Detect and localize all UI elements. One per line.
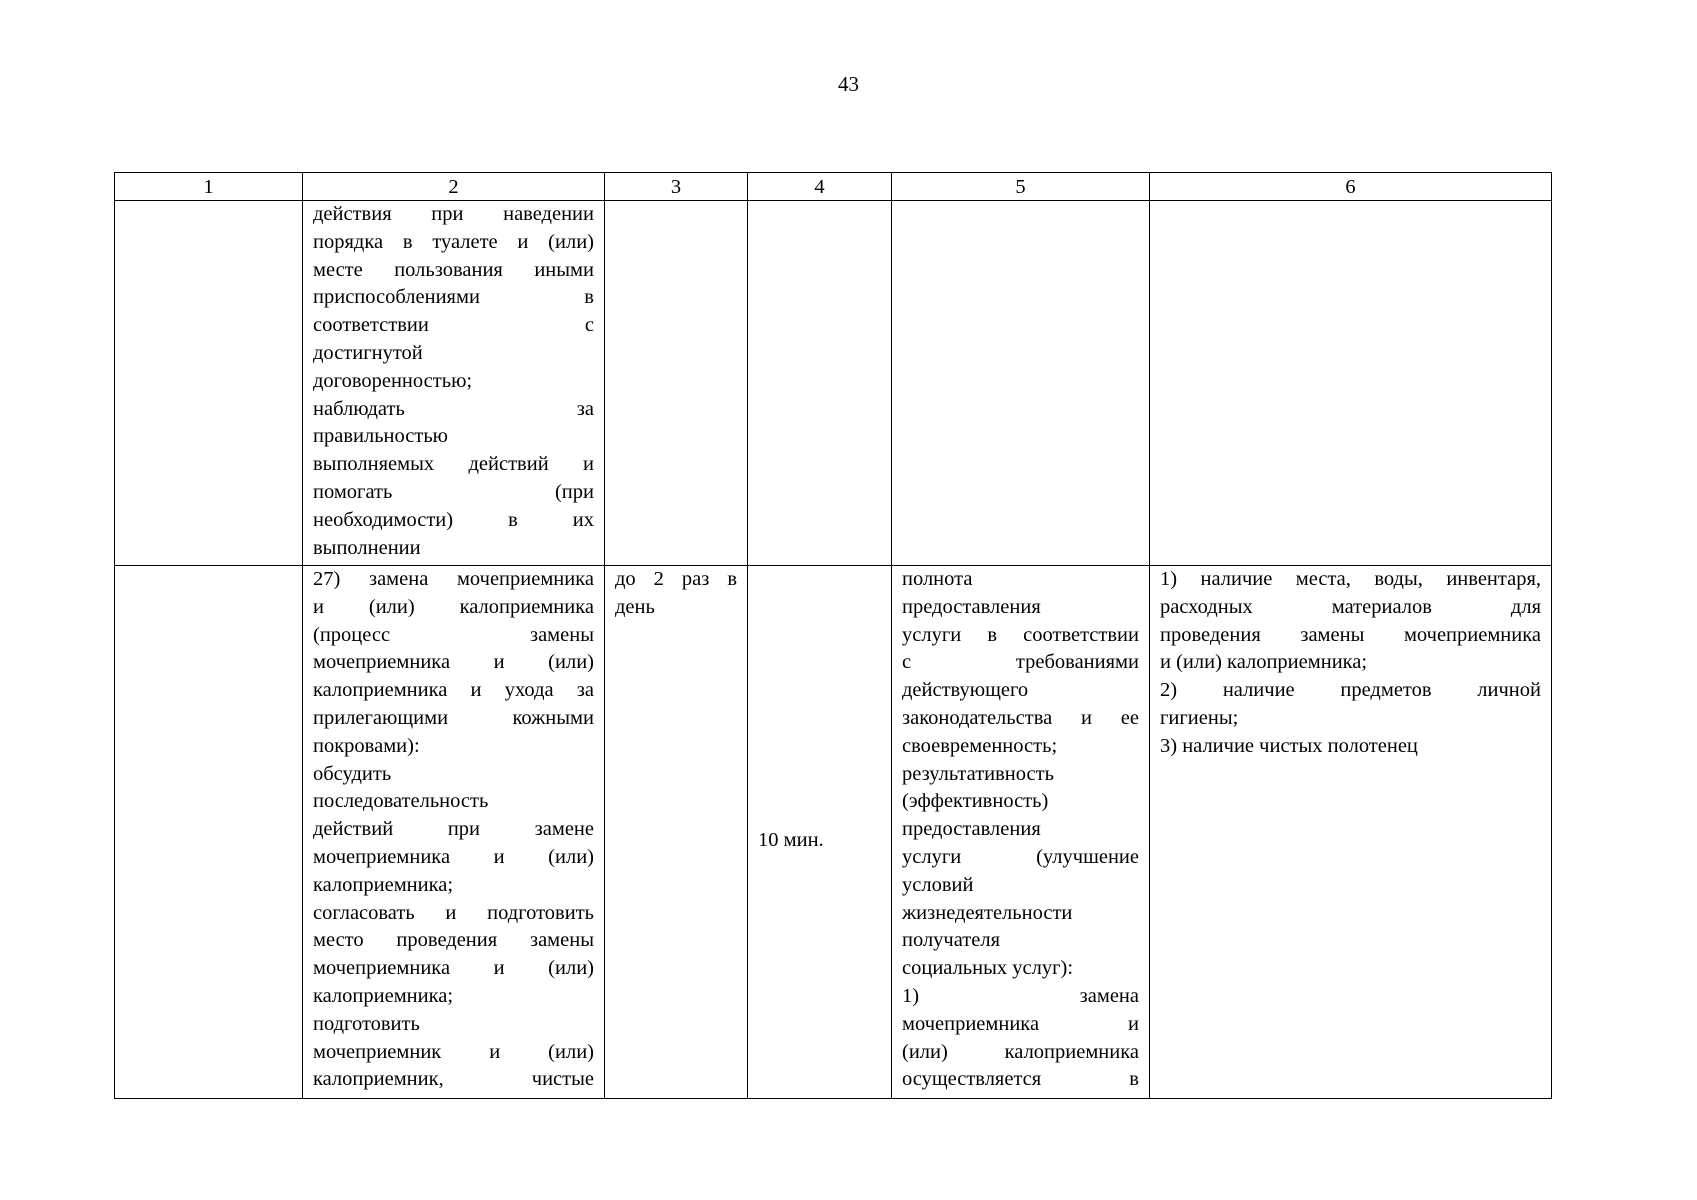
text-line: калоприемник, чистые bbox=[313, 1068, 594, 1091]
text-line: выполняемых действий и bbox=[313, 453, 594, 476]
text-line: 1) замена bbox=[902, 984, 1139, 1007]
row2-col4-cell bbox=[748, 566, 892, 1099]
table-row bbox=[115, 201, 1552, 566]
column-header-1: 1 bbox=[115, 173, 303, 201]
text-line: помогать (при bbox=[313, 480, 594, 503]
text-line: условий bbox=[902, 873, 974, 896]
text-line: покровами): bbox=[313, 734, 420, 757]
text-line: расходных материалов для bbox=[1160, 595, 1541, 618]
text-line: полнота bbox=[902, 568, 973, 590]
text-line: мочеприемника и (или) bbox=[313, 651, 594, 674]
text-line: 2) наличие предметов личной bbox=[1160, 679, 1541, 702]
column-header-2: 2 bbox=[303, 173, 605, 201]
text-line: мочеприемник и (или) bbox=[313, 1040, 594, 1063]
text-line: мочеприемника и (или) bbox=[313, 957, 594, 980]
text-line: предоставления bbox=[902, 818, 1041, 841]
row1-col1-cell bbox=[115, 201, 303, 566]
text-line: мочеприемника и bbox=[902, 1012, 1139, 1035]
text-line: достигнутой bbox=[313, 341, 423, 364]
text-line: соответствии с bbox=[313, 314, 594, 337]
text-line: своевременность; bbox=[902, 734, 1058, 757]
text-line: калоприемника и ухода за bbox=[313, 679, 594, 702]
text-line: 27) замена мочеприемника bbox=[313, 568, 594, 590]
text-line: обсудить bbox=[313, 762, 392, 785]
row1-col4-cell bbox=[748, 201, 892, 566]
text-line: правильностью bbox=[313, 425, 449, 448]
text-line: действия при наведении bbox=[313, 203, 594, 225]
text-line: действующего bbox=[902, 679, 1029, 702]
text-line: социальных услуг): bbox=[902, 957, 1074, 980]
text-line: и (или) калоприемника bbox=[313, 595, 594, 618]
text-line: и (или) калоприемника; bbox=[1160, 651, 1368, 674]
row2-col6-cell bbox=[1150, 566, 1552, 1099]
text-line: действий при замене bbox=[313, 818, 594, 841]
text-line: калоприемника; bbox=[313, 984, 454, 1007]
page-number: 43 bbox=[838, 72, 859, 96]
text-line: результативность bbox=[902, 762, 1054, 785]
row1-col3-cell bbox=[605, 201, 748, 566]
text-line: осуществляется в bbox=[902, 1068, 1139, 1091]
text-line: гигиены; bbox=[1160, 706, 1239, 729]
column-header-4: 4 bbox=[748, 173, 892, 201]
text-line: порядка в туалете и (или) bbox=[313, 230, 594, 253]
services-table bbox=[114, 172, 1552, 1099]
row1-col2-cell bbox=[303, 201, 605, 566]
text-line: подготовить bbox=[313, 1012, 420, 1035]
text-line: услуги (улучшение bbox=[902, 845, 1139, 868]
text-line: согласовать и подготовить bbox=[313, 901, 594, 924]
text-line: месте пользования иными bbox=[313, 258, 594, 281]
text-line: прилегающими кожными bbox=[313, 706, 594, 729]
row2-col1-cell bbox=[115, 566, 303, 1099]
text-line: наблюдать за bbox=[313, 397, 594, 420]
row2-col3-cell bbox=[605, 566, 748, 1099]
row1-col5-cell bbox=[892, 201, 1150, 566]
text-line: до 2 раз в bbox=[615, 568, 737, 590]
text-line: проведения замены мочеприемника bbox=[1160, 623, 1541, 646]
text-line: день bbox=[615, 595, 655, 618]
row2-col2-cell bbox=[303, 566, 605, 1099]
column-header-5: 5 bbox=[892, 173, 1150, 201]
row2-col5-cell bbox=[892, 566, 1150, 1099]
text-line: приспособлениями в bbox=[313, 286, 594, 309]
text-line: место проведения замены bbox=[313, 929, 594, 952]
text-line: законодательства и ее bbox=[902, 706, 1139, 729]
text-line: последовательность bbox=[313, 790, 489, 813]
text-line: с требованиями bbox=[902, 651, 1139, 674]
text-line: договоренностью; bbox=[313, 369, 473, 392]
table-header-row bbox=[115, 173, 1552, 201]
text-line: мочеприемника и (или) bbox=[313, 845, 594, 868]
text-line: получателя bbox=[902, 929, 1001, 952]
row1-col6-cell bbox=[1150, 201, 1552, 566]
text-line: услуги в соответствии bbox=[902, 623, 1139, 646]
text-line: калоприемника; bbox=[313, 873, 454, 896]
text-line: (или) калоприемника bbox=[902, 1040, 1139, 1063]
column-header-3: 3 bbox=[605, 173, 748, 201]
text-line: (процесс замены bbox=[313, 623, 594, 646]
text-line: (эффективность) bbox=[902, 790, 1049, 813]
table-row bbox=[115, 566, 1552, 1099]
column-header-6: 6 bbox=[1150, 173, 1552, 201]
text-line: выполнении bbox=[313, 536, 421, 559]
text-line: жизнедеятельности bbox=[902, 901, 1073, 924]
duration-value: 10 мин. bbox=[758, 829, 824, 851]
text-line: 3) наличие чистых полотенец bbox=[1160, 734, 1418, 757]
text-line: 1) наличие места, воды, инвентаря, bbox=[1160, 568, 1541, 590]
text-line: предоставления bbox=[902, 595, 1041, 618]
text-line: необходимости) в их bbox=[313, 508, 594, 531]
